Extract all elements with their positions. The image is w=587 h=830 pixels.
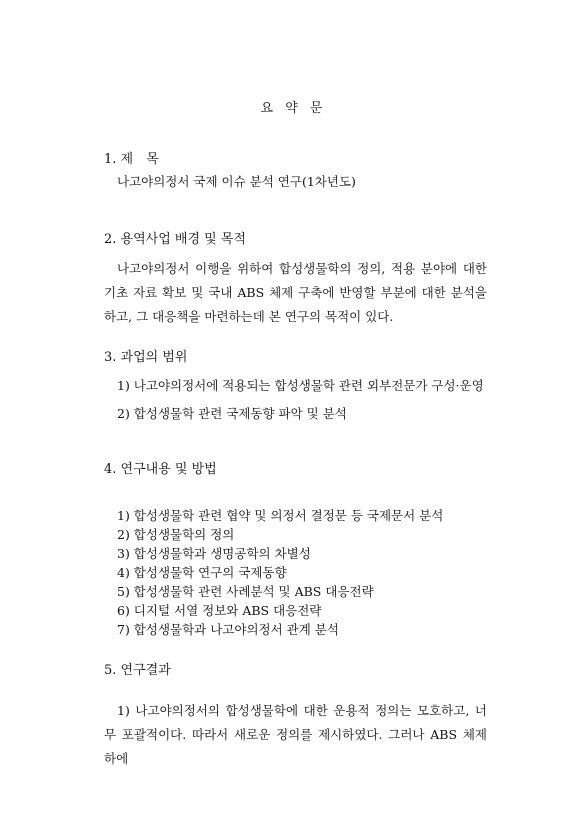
document-title: 요 약 문 <box>260 101 327 116</box>
section-5-body: 1) 나고야의정서의 합성생물학에 대한 운용적 정의는 모호하고, 너무 포괄적이다. 따라서 새로운 정의를 제시하였다. 그러나 ABS 체제 하에 <box>104 703 487 766</box>
section-1-body: 나고야의정서 국제 이슈 분석 연구(1차년도) <box>117 174 356 189</box>
section-3-item-1: 1) 나고야의정서에 적용되는 합성생물학 관련 외부전문가 구성·운영 <box>117 378 484 393</box>
section-3-heading: 3. 과업의 범위 <box>104 350 188 365</box>
list-item: 5) 합성생물학 관련 사례분석 및 ABS 대응전략 <box>117 584 374 599</box>
section-2-body: 나고야의정서 이행을 위하여 합성생물학의 정의, 적용 분야에 대한 기초 자료 확보 및 국내 ABS 체제 구축에 반영할 부분에 대한 분석을 하고, 그 대응책을 마련하는데 본 연구의 목적이 있다. <box>104 261 487 324</box>
list-item: 2) 합성생물학의 정의 <box>117 527 235 542</box>
list-item: 7) 합성생물학과 나고야의정서 관계 분석 <box>117 622 339 637</box>
section-3-item-2: 2) 합성생물학 관련 국제동향 파악 및 분석 <box>117 406 347 421</box>
section-5-heading: 5. 연구결과 <box>104 663 171 678</box>
section-4-heading: 4. 연구내용 및 방법 <box>104 462 217 477</box>
list-item: 1) 합성생물학 관련 협약 및 의정서 결정문 등 국제문서 분석 <box>117 508 444 523</box>
list-item: 3) 합성생물학과 생명공학의 차별성 <box>117 546 311 561</box>
list-item: 6) 디지털 서열 정보와 ABS 대응전략 <box>117 603 322 618</box>
section-4-list <box>117 506 443 639</box>
section-2-heading: 2. 용역사업 배경 및 목적 <box>104 232 246 247</box>
section-1-heading: 1. 제 목 <box>104 152 159 167</box>
list-item: 4) 합성생물학 연구의 국제동향 <box>117 565 287 580</box>
